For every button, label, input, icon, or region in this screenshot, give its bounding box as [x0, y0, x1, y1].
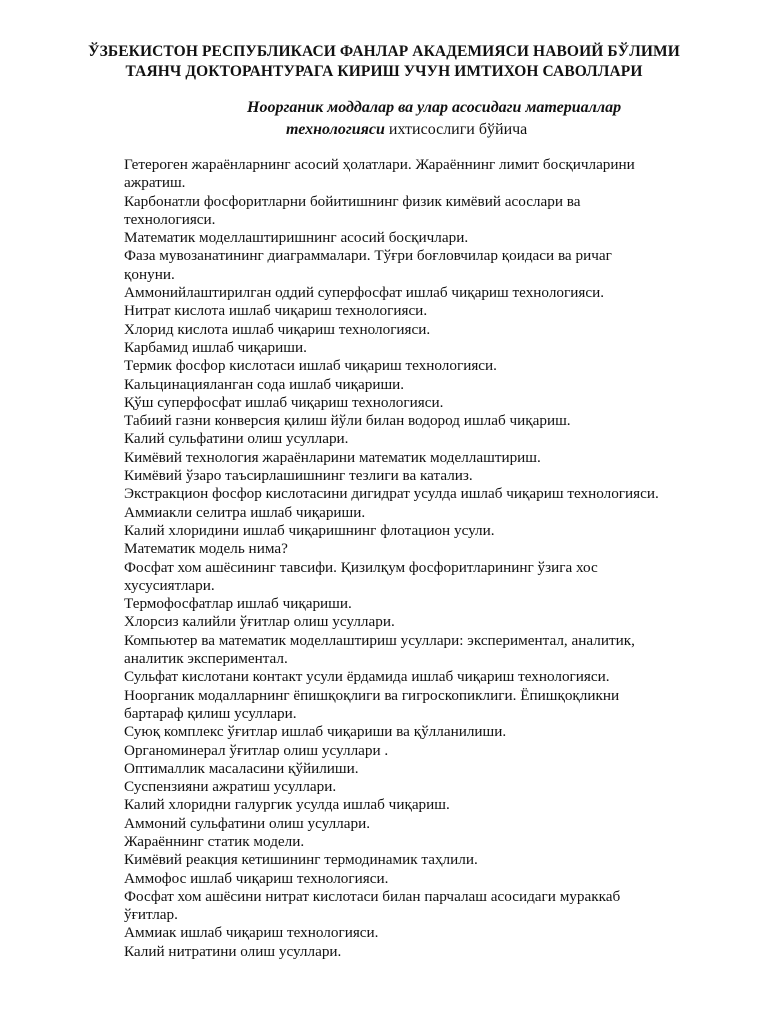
- question-line: Аммонийлаштирилган оддий суперфосфат ишлаб чиқариш технологияси.: [124, 284, 604, 302]
- question-line: Оптималлик масаласини қўйилиши.: [124, 759, 359, 777]
- question-line: Аммиак ишлаб чиқариш технологияси.: [124, 924, 379, 942]
- question-list: [124, 156, 724, 961]
- question-line: Аммиакли селитра ишлаб чиқариши.: [124, 503, 366, 521]
- question-line: Калий хлоридини ишлаб чиқаришнинг флотацион усули.: [124, 521, 495, 539]
- question-line: ажратиш.: [124, 174, 186, 192]
- question-line: Калий хлоридни галургик усулда ишлаб чиқариш.: [124, 796, 450, 814]
- specialty-title-suffix: ихтисослиги бўйича: [384, 121, 528, 138]
- question-line: Фосфат хом ашёсини нитрат кислотаси билан парчалаш асосидаги мураккаб: [124, 887, 621, 905]
- specialty-title-line2: [286, 120, 527, 140]
- question-line: Аммоний сульфатини олиш усуллари.: [124, 814, 371, 832]
- header-institution: ЎЗБЕКИСТОН РЕСПУБЛИКАСИ ФАНЛАР АКАДЕМИЯСИ НАВОИЙ БЎЛИМИ: [88, 43, 680, 60]
- question-line: Кимёвий реакция кетишининг термодинамик таҳлили.: [124, 851, 478, 869]
- question-line: Гетероген жараёнларнинг асосий ҳолатлари. Жараённинг лимит босқичларини: [124, 156, 635, 173]
- question-line: Сульфат кислотани контакт усули ёрдамида ишлаб чиқариш технологияси.: [124, 668, 610, 686]
- question-line: Органоминерал ўғитлар олиш усуллари .: [124, 741, 389, 759]
- question-line: технологияси.: [124, 210, 216, 228]
- question-line: Калий нитратини олиш усуллари.: [124, 942, 342, 960]
- question-line: Фосфат хом ашёсининг тавсифи. Қизилқум фосфоритларининг ўзига хос: [124, 558, 598, 576]
- question-line: Математик моделлаштиришнинг асосий босқичлари.: [124, 229, 469, 247]
- question-line: ўғитлар.: [124, 906, 178, 924]
- question-line: Хлорсиз калийли ўғитлар олиш усуллари.: [124, 613, 395, 631]
- question-line: Фаза мувозанатининг диаграммалари. Тўғри боғловчилар қоидаси ва ричаг: [124, 247, 612, 265]
- question-line: Термик фосфор кислотаси ишлаб чиқариш технологияси.: [124, 357, 497, 375]
- question-line: Аммофос ишлаб чиқариш технологияси.: [124, 869, 389, 887]
- question-line: Нитрат кислота ишлаб чиқариш технологияси.: [124, 302, 428, 320]
- question-line: Кальцинацияланган сода ишлаб чиқариши.: [124, 375, 405, 393]
- question-line: Компьютер ва математик моделлаштириш усуллари: экспериментал, аналитик,: [124, 631, 635, 649]
- specialty-title-italic: технологияси: [286, 121, 385, 138]
- question-line: Карбамид ишлаб чиқариши.: [124, 338, 307, 356]
- question-line: Жараённинг статик модели.: [124, 832, 305, 850]
- question-line: Суспензияни ажратиш усуллари.: [124, 778, 337, 796]
- question-line: Кимёвий ўзаро таъсирлашишнинг тезлиги ва катализ.: [124, 467, 473, 485]
- specialty-title-line1: Ноорганик моддалар ва улар асосидаги материаллар: [247, 99, 622, 116]
- question-line: Табиий газни конверсия қилиш йўли билан водород ишлаб чиқариш.: [124, 412, 571, 430]
- question-line: Ноорганик модалларнинг ёпишқоқлиги ва гигроскопиклиги. Ёпишқоқликни: [124, 686, 620, 704]
- header-exam-title: ТАЯНЧ ДОКТОРАНТУРАГА КИРИШ УЧУН ИМТИХОН САВОЛЛАРИ: [125, 63, 643, 80]
- question-line: Калий сульфатини олиш усуллари.: [124, 430, 349, 448]
- question-line: Термофосфатлар ишлаб чиқариши.: [124, 595, 352, 613]
- question-line: Суюқ комплекс ўғитлар ишлаб чиқариши ва қўлланилиши.: [124, 723, 507, 741]
- question-line: бартараф қилиш усуллари.: [124, 704, 297, 722]
- question-line: қонуни.: [124, 265, 175, 283]
- question-line: Экстракцион фосфор кислотасини дигидрат усулда ишлаб чиқариш технологияси.: [124, 485, 659, 503]
- question-line: Карбонатли фосфоритларни бойитишнинг физик кимёвий асослари ва: [124, 192, 581, 210]
- question-line: аналитик экспериментал.: [124, 650, 288, 668]
- question-line: Қўш суперфосфат ишлаб чиқариш технологияси.: [124, 393, 444, 411]
- question-line: хусусиятлари.: [124, 576, 215, 594]
- question-line: Математик модель нима?: [124, 540, 288, 558]
- question-line: Хлорид кислота ишлаб чиқариш технологияси.: [124, 320, 431, 338]
- question-line: Кимёвий технология жараёнларини математик моделлаштириш.: [124, 448, 541, 466]
